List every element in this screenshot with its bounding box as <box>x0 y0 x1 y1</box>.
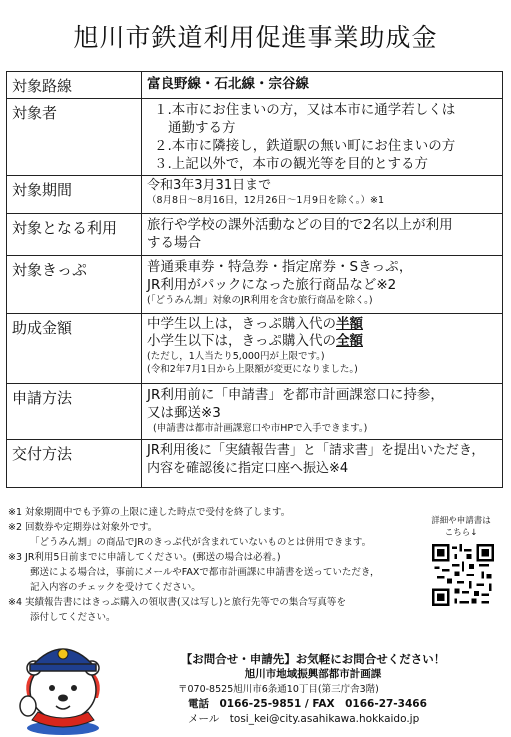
contact-lead: 【お問合せ・申請先】お気軽にお問合せください！ <box>180 652 446 666</box>
row-label: 交付方法 <box>7 440 142 488</box>
note-line: 「どうみん割」の商品でJRのきっぷ代が含まれていないものとは併用できます。 <box>30 537 372 548</box>
row-value <box>142 214 503 256</box>
row-label: 対象路線 <box>7 72 142 99</box>
table-row <box>7 99 503 176</box>
note-line: ※4 実績報告書にはきっぷ購入の領収書(又は写し)と旅行先等での集合写真等を <box>8 597 346 608</box>
row-value <box>142 314 503 384</box>
qr-code-icon[interactable] <box>432 544 494 606</box>
info-table <box>6 71 503 488</box>
row-line: JR利用がパックになった旅行商品など※2 <box>147 277 397 293</box>
contact-address: 〒070-8525旭川市6条通10丁目(第三庁舎3階) <box>178 684 379 695</box>
row-line: (ただし，1人当たり5,000円が上限です。) <box>147 351 325 362</box>
row-line: （8月8日～8月16日，12月26日～1月9日を除く。）※1 <box>147 195 385 206</box>
table-row <box>7 440 503 488</box>
row-label: 対象期間 <box>7 176 142 214</box>
row-line: 通勤する方 <box>168 120 236 136</box>
row-label: 対象者 <box>7 99 142 176</box>
qr-caption <box>424 515 498 539</box>
row-line: JR利用後に「実績報告書」と「請求書」を提出いただき， <box>147 443 485 458</box>
mascot-illustration-icon <box>8 628 118 736</box>
row-label: 申請方法 <box>7 384 142 440</box>
table-row <box>7 176 503 214</box>
row-text: 小学生以下は，きっぷ購入代の <box>147 333 336 349</box>
table-row <box>7 384 503 440</box>
row-line: 又は郵送※3 <box>147 405 221 421</box>
row-line <box>147 333 497 350</box>
note-line: ※3 JR利用5日前までに申請してください。(郵送の場合は必着。) <box>8 552 281 563</box>
table-row <box>7 72 503 99</box>
note-line: ※1 対象期間中でも予算の上限に達した時点で受付を終了します。 <box>8 507 291 518</box>
note-line: 記入内容のチェックを受けてください。 <box>30 582 201 593</box>
note-line: 添付してください。 <box>30 612 116 623</box>
note-line: 郵送による場合は，事前にメールやFAXで都市計画課に申請書を送っていただき， <box>30 567 380 578</box>
row-line: (「どうみん割」対象のJR利用を含む旅行商品を除く。) <box>147 295 373 306</box>
contact-email[interactable]: メール tosi_kei@city.asahikawa.hokkaido.jp <box>188 713 420 725</box>
qr-caption-line: 詳細や申請書は <box>431 516 491 526</box>
row-label: 対象きっぷ <box>7 256 142 314</box>
notes <box>8 505 418 625</box>
contact-block <box>128 652 498 727</box>
contact-org: 旭川市地域振興部都市計画課 <box>244 668 382 680</box>
row-text: 中学生以上は，きっぷ購入代の <box>147 316 336 332</box>
row-value: 富良野線・石北線・宗谷線 <box>142 72 503 99</box>
row-value <box>142 256 503 314</box>
row-line: 内容を確認後に指定口座へ振込※4 <box>147 461 349 476</box>
page-title: 旭川市鉄道利用促進事業助成金 <box>73 23 438 52</box>
row-value <box>142 176 503 214</box>
row-line: ２.本市に隣接し，鉄道駅の無い町にお住まいの方 <box>154 138 456 154</box>
row-label: 対象となる利用 <box>7 214 142 256</box>
row-line: 令和3年3月31日まで <box>147 178 272 193</box>
row-line: する場合 <box>147 235 201 251</box>
contact-phone: 電話 0166-25-9851 / FAX 0166-27-3466 <box>188 698 427 710</box>
row-line: 普通乗車券・特急券・指定席券・Sきっぷ， <box>147 259 413 275</box>
row-line <box>147 316 497 333</box>
emphasis-text: 全額 <box>336 333 363 349</box>
row-line: JR利用前に「申請書」を都市計画課窓口に持参， <box>147 387 444 403</box>
row-line: 旅行や学校の課外活動などの目的で2名以上が利用 <box>147 217 453 233</box>
row-value <box>142 440 503 488</box>
table-row <box>7 314 503 384</box>
row-line: (令和2年7月1日から上限額が変更になりました。) <box>147 364 358 375</box>
note-line: ※2 回数券や定期券は対象外です。 <box>8 522 158 533</box>
emphasis-text: 半額 <box>336 316 363 332</box>
table-row <box>7 214 503 256</box>
row-label: 助成金額 <box>7 314 142 384</box>
row-line: １.本市にお住まいの方，又は本市に通学若しくは <box>154 102 456 118</box>
row-value <box>142 99 503 176</box>
table-row <box>7 256 503 314</box>
qr-caption-line: こちら↓ <box>444 528 478 538</box>
row-value <box>142 384 503 440</box>
row-line: (申請書は都市計画課窓口や市HPで入手できます。) <box>153 423 368 434</box>
row-line: ３.上記以外で，本市の観光等を目的とする方 <box>154 156 429 172</box>
